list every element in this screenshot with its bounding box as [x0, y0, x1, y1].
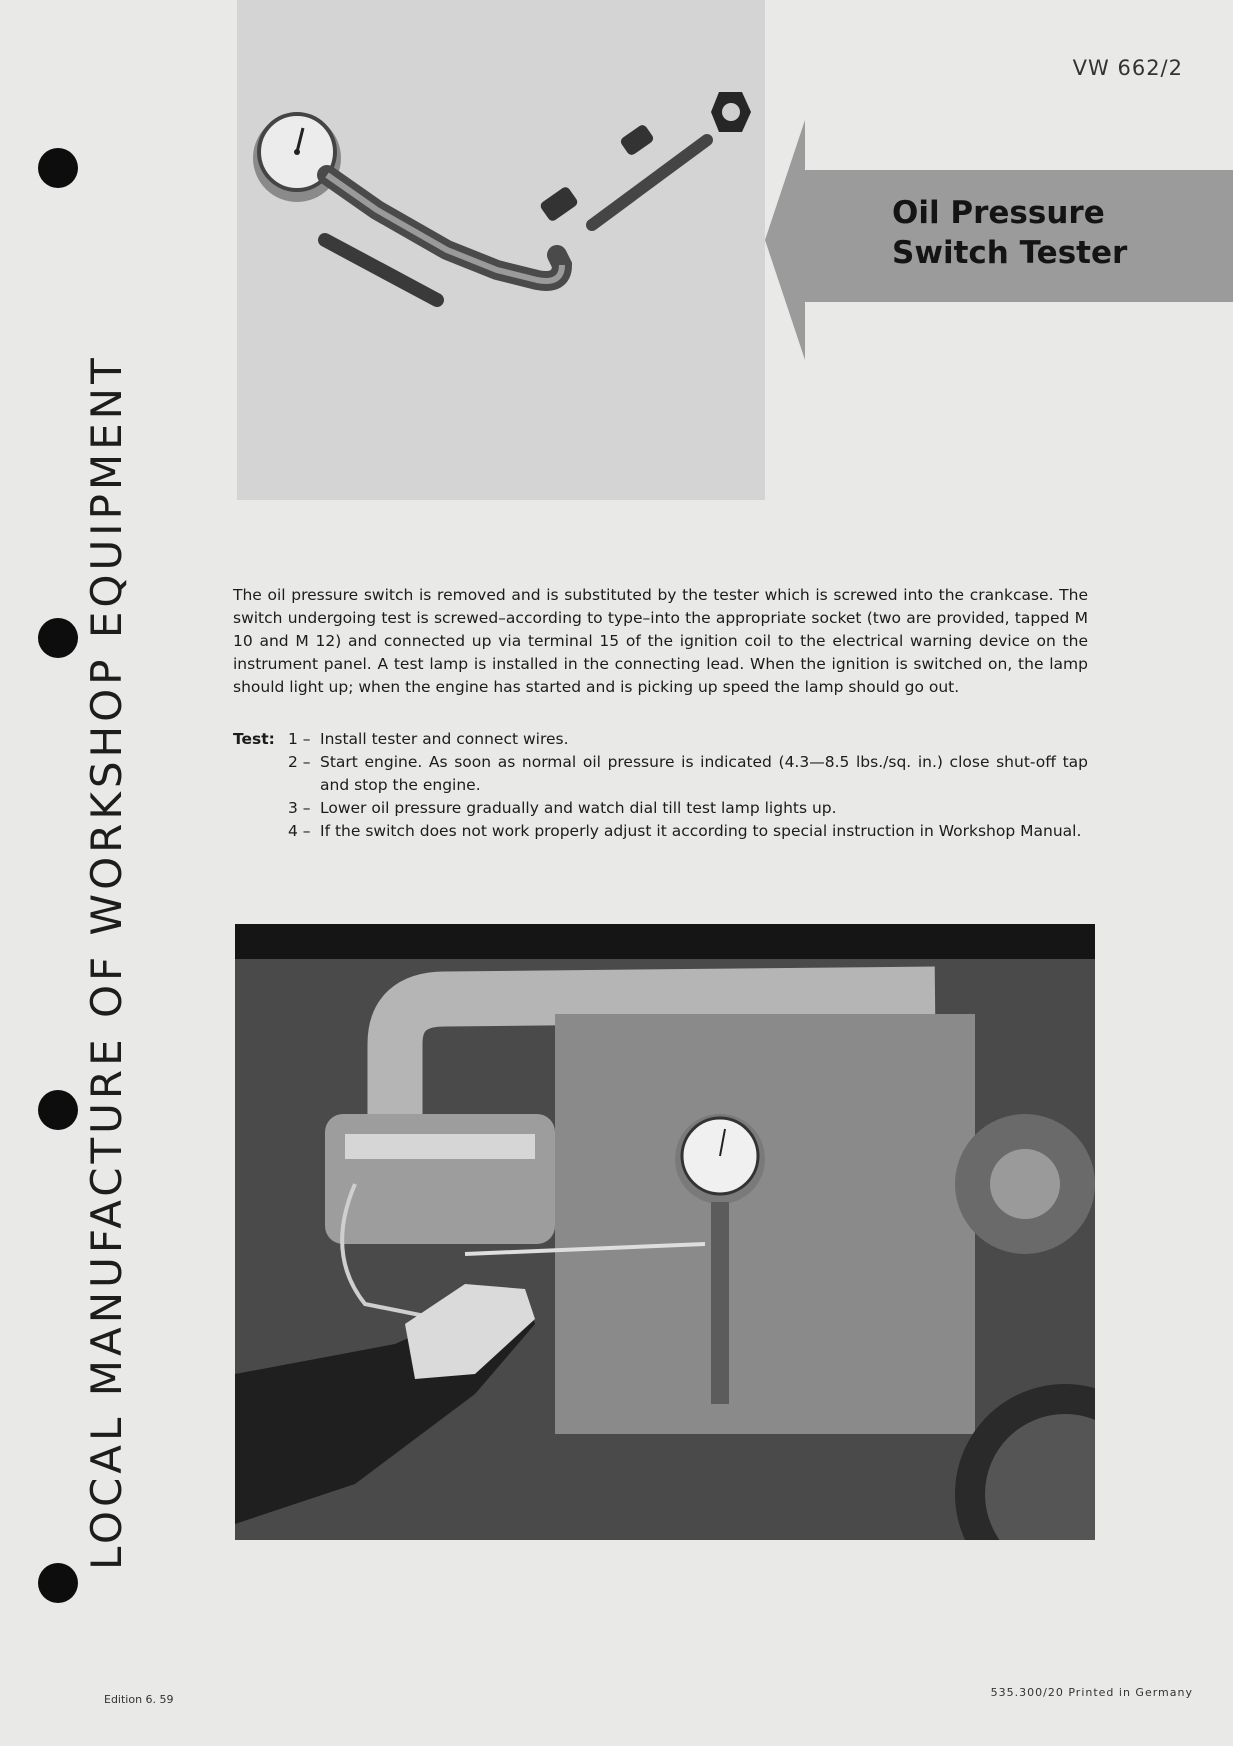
step-text: Lower oil pressure gradually and watch dial till test lamp lights up. — [320, 799, 837, 817]
sidebar-title: LOCAL MANUFACTURE OF WORKSHOP EQUIPMENT — [82, 354, 131, 1570]
step-number: 3 – — [288, 799, 311, 817]
tester-illustration — [237, 0, 765, 500]
engine-photo — [235, 924, 1095, 1540]
punch-hole — [38, 1563, 78, 1603]
punch-hole — [38, 618, 78, 658]
test-label: Test: — [233, 730, 275, 748]
step-text: Install tester and connect wires. — [320, 730, 569, 748]
list-item — [288, 751, 1088, 797]
tester-photo — [237, 0, 765, 500]
document-reference: VW 662/2 — [1072, 56, 1183, 80]
test-steps — [233, 728, 1088, 843]
list-item — [288, 728, 1088, 751]
print-info: 535.300/20 Printed in Germany — [990, 1686, 1193, 1699]
page-title: Oil Pressure Switch Tester — [892, 195, 1128, 271]
list-item — [288, 820, 1088, 843]
edition-label: Edition 6. 59 — [104, 1693, 174, 1706]
punch-hole — [38, 148, 78, 188]
punch-hole — [38, 1090, 78, 1130]
step-number: 1 – — [288, 730, 311, 748]
step-number: 4 – — [288, 822, 311, 840]
engine-illustration — [235, 924, 1095, 1540]
step-text: If the switch does not work properly adjust it according to special instruction in Workshop Manual. — [320, 822, 1082, 840]
intro-paragraph: The oil pressure switch is removed and is substituted by the tester which is screwed into the crankcase. The switch undergoing test is screwed–according to type–into the appropriate socket (two are provided, tapped M 10 and M 12) and connected up via terminal 15 of the ignition coil to the electrical warning device on the instrument panel. A test lamp is installed in the connecting lead. When the ignition is switched on, the lamp should light up; when the engine has started and is picking up speed the lamp should go out. — [233, 586, 1088, 696]
step-number: 2 – — [288, 753, 311, 771]
list-item — [288, 797, 1088, 820]
step-text: Start engine. As soon as normal oil pressure is indicated (4.3—8.5 lbs./sq. in.) close shut-off tap and stop the engine. — [320, 753, 1088, 794]
